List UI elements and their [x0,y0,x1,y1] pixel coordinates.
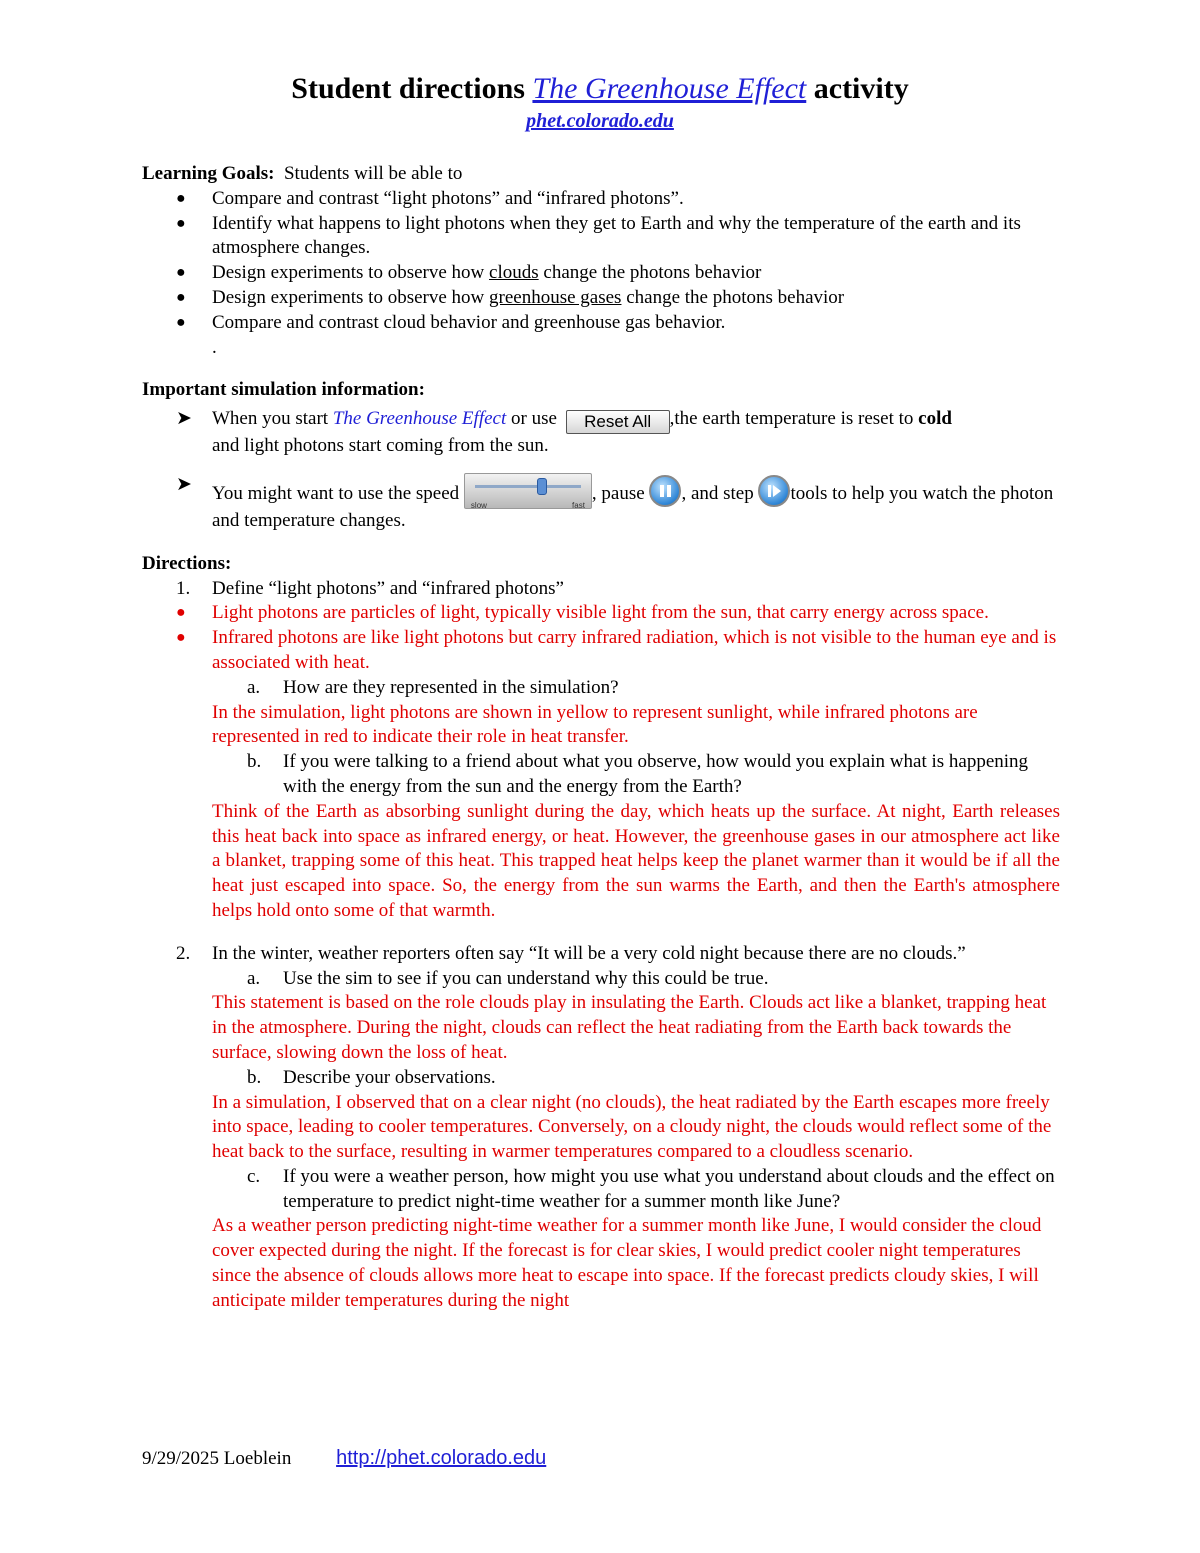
footer-link[interactable]: http://phet.colorado.edu [336,1447,547,1469]
question-2a: a. Use the sim to see if you can understand why this could be true. [247,967,769,989]
question-2c: c. If you were a weather person, how might you use what you understand about clouds and the effect on temperature to predict night-time weather for a summer month like June? [247,1165,1055,1212]
answer-1b: Think of the Earth as absorbing sunlight during the day, which heats up the surface. At night, Earth releases this heat back into space as infrared energy, or heat. However, the greenhouse gases in our atmosphere act like a blanket, trapping some of this heat. This trapped heat helps keep the planet warmer than it would be if all the heat just escaped into space. So, the energy from the sun warms the Earth, and then the Earth's atmosphere helps hold onto some of that warmth. [212,800,1060,921]
sim-info-heading: Important simulation information: [142,379,425,401]
pause-button[interactable] [649,475,681,507]
answer-1a: In the simulation, light photons are shown in yellow to represent sunlight, while infrared photons are represented in red to indicate their role in heat transfer. [212,701,978,748]
footer-date-author: 9/29/2025 Loeblein [142,1448,292,1469]
answer-2b: In a simulation, I observed that on a clear night (no clouds), the heat radiated by the Earth escapes more freely into space, leading to cooler temperatures. Conversely, on a cloudy night, the clouds would reflect some of the heat back to the surface, resulting in warmer temperatures compared to a cloudless scenario. [212,1091,1052,1163]
answer-bullet: ● Light photons are particles of light, typically visible light from the sun, that carry energy across space. [176,602,989,624]
question-1b: b. If you were talking to a friend about what you observe, how would you explain what is happening with the energy from the sun and the energy from the Earth? [247,751,1029,797]
arrow-bullet-icon: ➤ [176,473,192,495]
speed-slider[interactable]: slow fast [464,473,592,509]
title-link[interactable]: The Greenhouse Effect [532,72,807,105]
pause-icon [651,477,679,505]
answer-2a: This statement is based on the role clouds play in insulating the Earth. Clouds act like a blanket, trapping heat in the atmosphere. During the night, clouds can reflect the heat radiating from the Earth back towards the surface, slowing down the loss of heat. [212,992,1047,1063]
goal-item: ● Compare and contrast “light photons” and “infrared photons”. [176,187,684,209]
sim-info-item: ➤ You might want to use the speed slow fast , pause , and step tools to help you watch the photon and temperature changes. [176,473,1054,531]
question-1: 1. Define “light photons” and “infrared photons” [176,577,564,599]
question-2: 2. In the winter, weather reporters often say “It will be a very cold night because there are no clouds.” [176,942,966,964]
trailing-period: . [212,336,217,358]
page-title: Student directions The Greenhouse Effect activity [291,72,909,105]
question-2b: b. Describe your observations. [247,1066,496,1088]
step-button[interactable] [758,475,790,507]
sim-link[interactable]: The Greenhouse Effect [332,408,507,430]
question-1a: a. How are they represented in the simulation? [247,676,619,698]
phet-site-link[interactable]: phet.colorado.edu [526,110,674,132]
sim-info-item: ➤ When you start The Greenhouse Effect or use Reset All ,the earth temperature is reset to cold and light photons start coming from the sun. [176,408,952,457]
site-link-header [0,110,1200,133]
slider-thumb[interactable] [537,478,547,495]
arrow-bullet-icon: ➤ [176,408,192,430]
document-body [142,162,1060,1314]
goal-item: ● Design experiments to observe how greenhouse gases change the photons behavior [176,286,845,308]
answer-bullet: ● Infrared photons are like light photons but carry infrared radiation, which is not visible to the human eye and is associated with heat. [176,627,1057,673]
goal-item: ● Design experiments to observe how clouds change the photons behavior [176,262,762,284]
goal-item: ● Identify what happens to light photons when they get to Earth and why the temperature of the earth and its atmosphere changes. [176,212,1021,259]
reset-all-button[interactable]: Reset All [566,410,670,434]
directions-heading: Directions: [142,552,232,574]
answer-2c: As a weather person predicting night-time weather for a summer month like June, I would consider the cloud cover expected during the night. If the forecast is for clear skies, I would predict cooler night temperatures since the absence of clouds allows more heat to escape into space. If the forecast predicts cloudy skies, I will anticipate milder temperatures during the night [212,1215,1042,1311]
step-icon [760,477,788,505]
goal-item: ● Compare and contrast cloud behavior and greenhouse gas behavior. [176,311,726,333]
page-footer [142,1447,546,1470]
learning-goals-heading: Learning Goals: Students will be able to [142,163,463,184]
